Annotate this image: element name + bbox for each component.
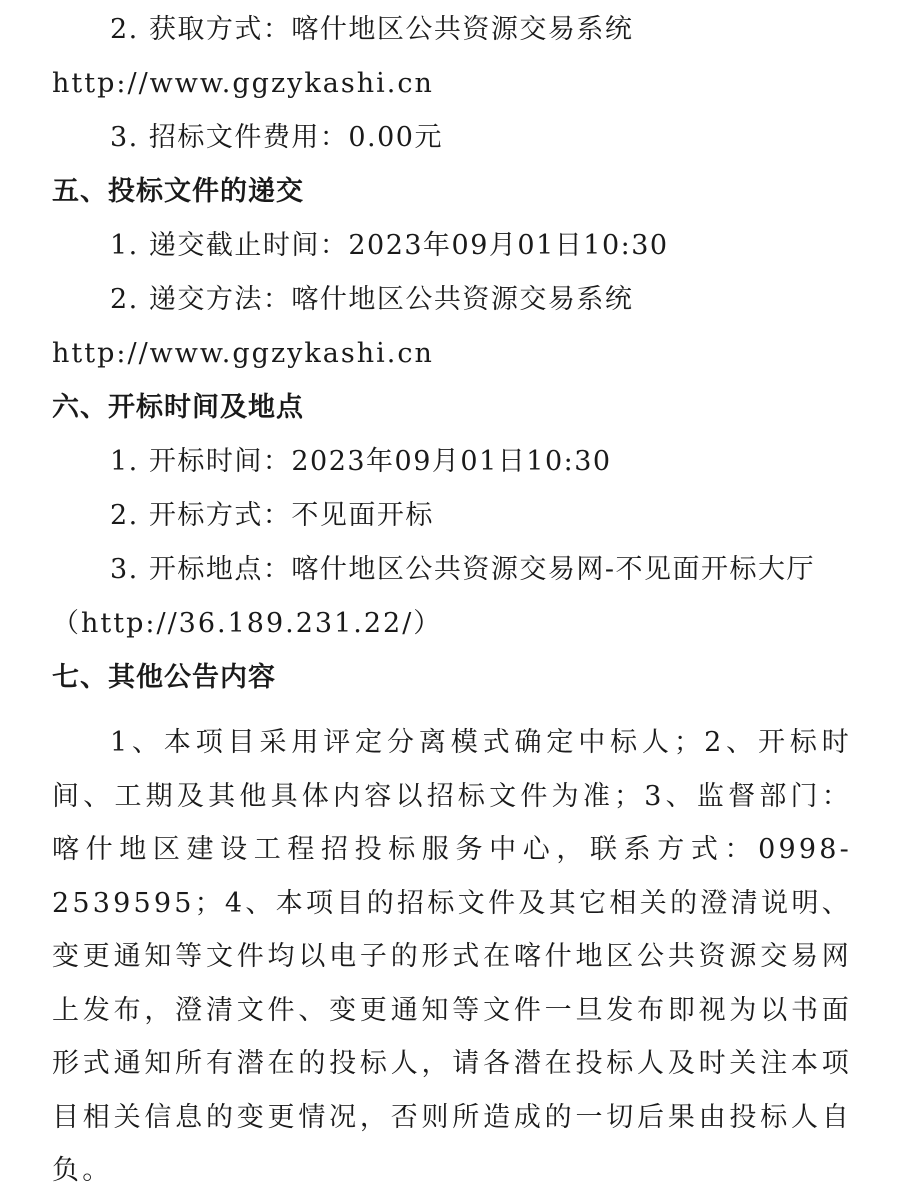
section5-item2-url: http://www.ggzykashi.cn (52, 338, 434, 369)
section6-item3-url: （http://36.189.231.22/） (52, 608, 443, 639)
section6-heading: 六、开标时间及地点 (52, 392, 304, 423)
section5-item2-text: 2. 递交方法：喀什地区公共资源交易系统 (110, 284, 634, 315)
section5-heading: 五、投标文件的递交 (52, 176, 304, 207)
section4-item3-text: 3. 招标文件费用：0.00元 (110, 122, 443, 153)
section7-body-text: 1、本项目采用评定分离模式确定中标人；2、开标时间、工期及其他具体内容以招标文件为准；3、监督部门：喀什地区建设工程招投标服务中心，联系方式：0998-2539595；4、本项目的招标文件及其它相关的澄清说明、变更通知等文件均以电子的形式在喀什地区公共资源交易网上发布，澄清文件、变更通知等文件一旦发布即视为以书面形式通知所有潜在的投标人，请各潜在投标人及时关注本项目相关信息的变更情况，否则所造成的一切后果由投标人自负。 (52, 727, 852, 1186)
section6-item1-text: 1. 开标时间：2023年09月01日10:30 (110, 446, 612, 477)
section7-heading: 七、其他公告内容 (52, 662, 276, 693)
section5-item1-text: 1. 递交截止时间：2023年09月01日10:30 (110, 230, 669, 261)
section4-item2-text: 2. 获取方式：喀什地区公共资源交易系统 (110, 14, 634, 45)
section6-item3-text: 3. 开标地点：喀什地区公共资源交易网-不见面开标大厅 (110, 554, 815, 585)
section7-body-paragraph (52, 716, 852, 1198)
section6-item2-text: 2. 开标方式：不见面开标 (110, 500, 434, 531)
section4-item2-url: http://www.ggzykashi.cn (52, 68, 434, 99)
